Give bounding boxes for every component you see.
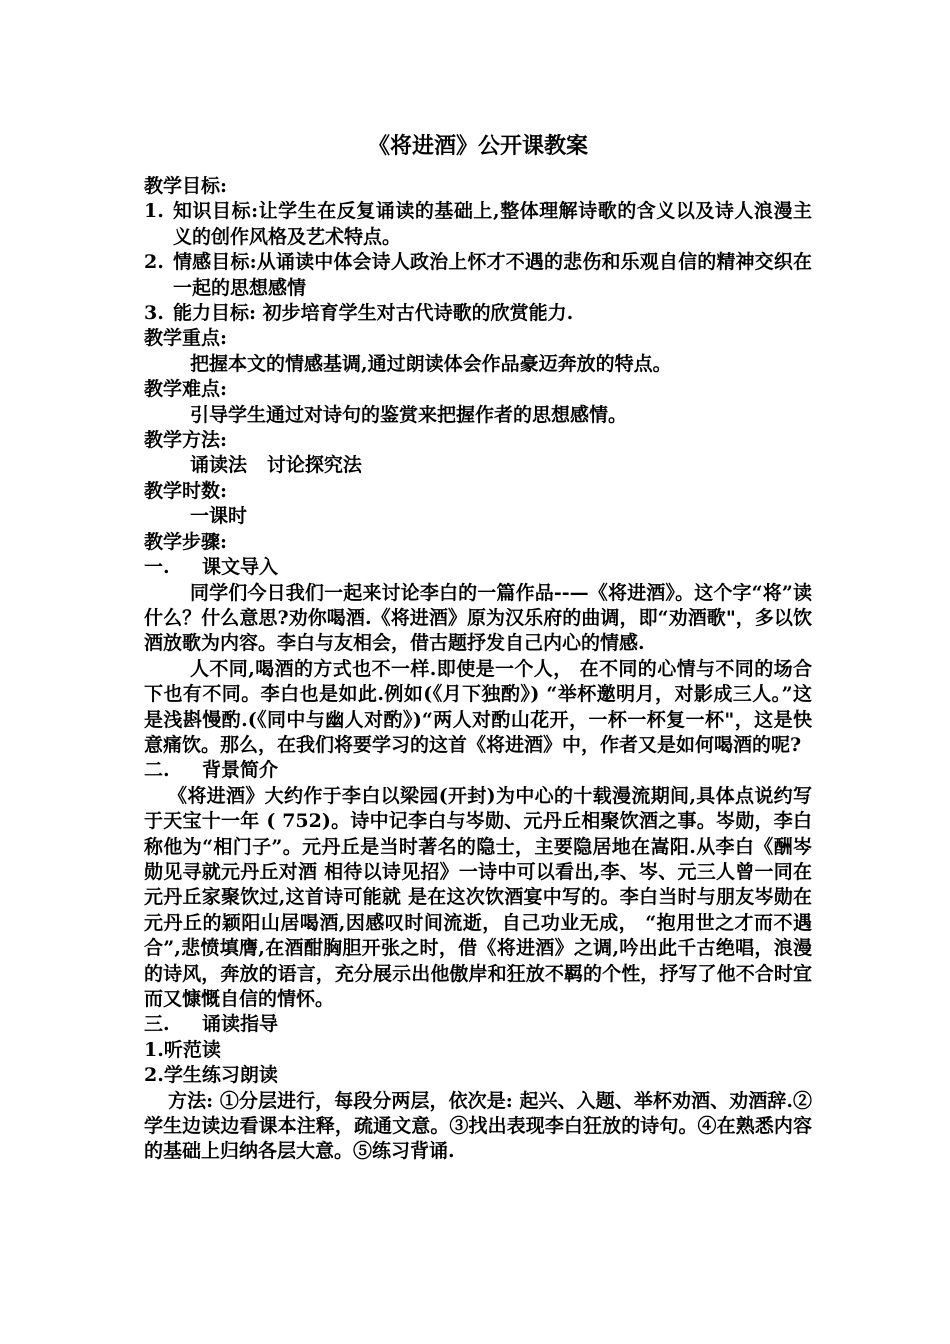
section-background-heading — [144, 758, 812, 783]
hours-text: 一课时 — [190, 505, 248, 528]
difficulties-heading: 教学难点: — [144, 378, 228, 401]
goal-item-number: 3. — [144, 302, 164, 325]
goal-item-text: 能力目标: 初步培育学生对古代诗歌的欣赏能力. — [173, 302, 574, 325]
section-number: 三. — [144, 1013, 170, 1036]
goal-item-text: 知识目标:让学生在反复诵读的基础上,整体理解诗歌的含义以及诗人浪漫主义的创作风格及艺术特点。 — [173, 200, 812, 248]
goal-item-emotion — [144, 250, 812, 301]
goal-item-ability — [144, 301, 812, 326]
goal-item-number: 1. — [144, 200, 164, 223]
goal-item-number: 2. — [144, 251, 164, 274]
background-paragraph: 《将进酒》大约作于李白以梁园(开封)为中心的十载漫流期间,具体点说约写于天宝十一年 ( 752)。诗中记李白与岑勋、元丹丘相聚饮酒之事。岑勋，李白称他为“相门子”。元丹丘是当时著名的隐士，主要隐居地在嵩阳.从李白《酬岑勋见寻就元丹丘对酒 相待以诗见招》一诗中可以看出,李、岑、元三人曾一同在元丹丘家聚饮过,这首诗可能就 是在这次饮酒宴中写的。李白当时与朋友岑勋在元丹丘的颖阳山居喝酒,因感叹时间流逝，自己功业无成， “抱用世之才而不遇合”,悲愤填膺,在酒酣胸胆开张之时，借《将进酒》之调,吟出此千古绝唱，浪漫的诗风，奔放的语言，充分展示出他傲岸和狂放不羁的个性，抒写了他不合时宜而又慷慨自信的情怀。 — [144, 784, 812, 1010]
section-number: 一. — [144, 556, 170, 579]
goals-heading: 教学目标: — [144, 175, 228, 197]
intro-paragraph-2: 人不同,喝酒的方式也不一样.即使是一个人， 在不同的心情与不同的场合下也有不同。李白也是如此.例如(《月下独酌》) “举杯邀明月，对影成三人。”这是浅斟慢酌.(《同中与幽人对酌》)“两人对酌山花开，一杯一杯复一杯"，这是快意痛饮。那么，在我们将要学习的这首《将进酒》中，作者又是如何喝酒的呢? — [144, 657, 812, 756]
intro-paragraph-1: 同学们今日我们一起来讨论李白的一篇作品--—《将进酒》。这个字“将”读什么？什么意思?劝你喝酒.《将进酒》原为汉乐府的曲调，即“劝酒歌"，多以饮酒放歌为内容。李白与友相会，借古题抒发自己内心的情感. — [144, 581, 812, 655]
difficulties-text: 引导学生通过对诗句的鉴赏来把握作者的思想感情。 — [190, 403, 628, 426]
hours-heading: 教学时数: — [144, 479, 228, 502]
document-title: 《将进酒》公开课教案 — [367, 133, 588, 159]
section-title: 课文导入 — [202, 556, 279, 579]
goal-item-text: 情感目标:从诵读中体会诗人政治上怀才不遇的悲伤和乐观自信的精神交织在一起的思想感情 — [173, 251, 812, 299]
document-page — [144, 130, 812, 1165]
reading-subitem-practice: 2.学生练习朗读 — [144, 1064, 278, 1087]
section-reading-heading — [144, 1012, 812, 1037]
steps-heading: 教学步骤: — [144, 530, 228, 553]
key-points-heading: 教学重点: — [144, 327, 228, 350]
section-number: 二. — [144, 759, 170, 782]
goal-item-knowledge — [144, 199, 812, 250]
section-intro-heading — [144, 555, 812, 580]
key-points-text: 把握本文的情感基调,通过朗读体会作品豪迈奔放的特点。 — [190, 352, 672, 375]
methods-heading: 教学方法: — [144, 429, 228, 452]
methods-text: 诵读法 讨论探究法 — [190, 454, 362, 477]
section-title: 诵读指导 — [202, 1013, 279, 1036]
section-title: 背景简介 — [202, 759, 279, 782]
reading-method-paragraph: 方法: ①分层进行，每段分两层，依次是: 起兴、入题、举杯劝酒、劝酒辞.② 学生边读边看课本注释，疏通文意。③找出表现李白狂放的诗句。④在熟悉内容的基础上归纳各层大意。⑤练习背诵. — [144, 1089, 812, 1163]
reading-subitem-listen: 1.听范读 — [144, 1038, 221, 1061]
